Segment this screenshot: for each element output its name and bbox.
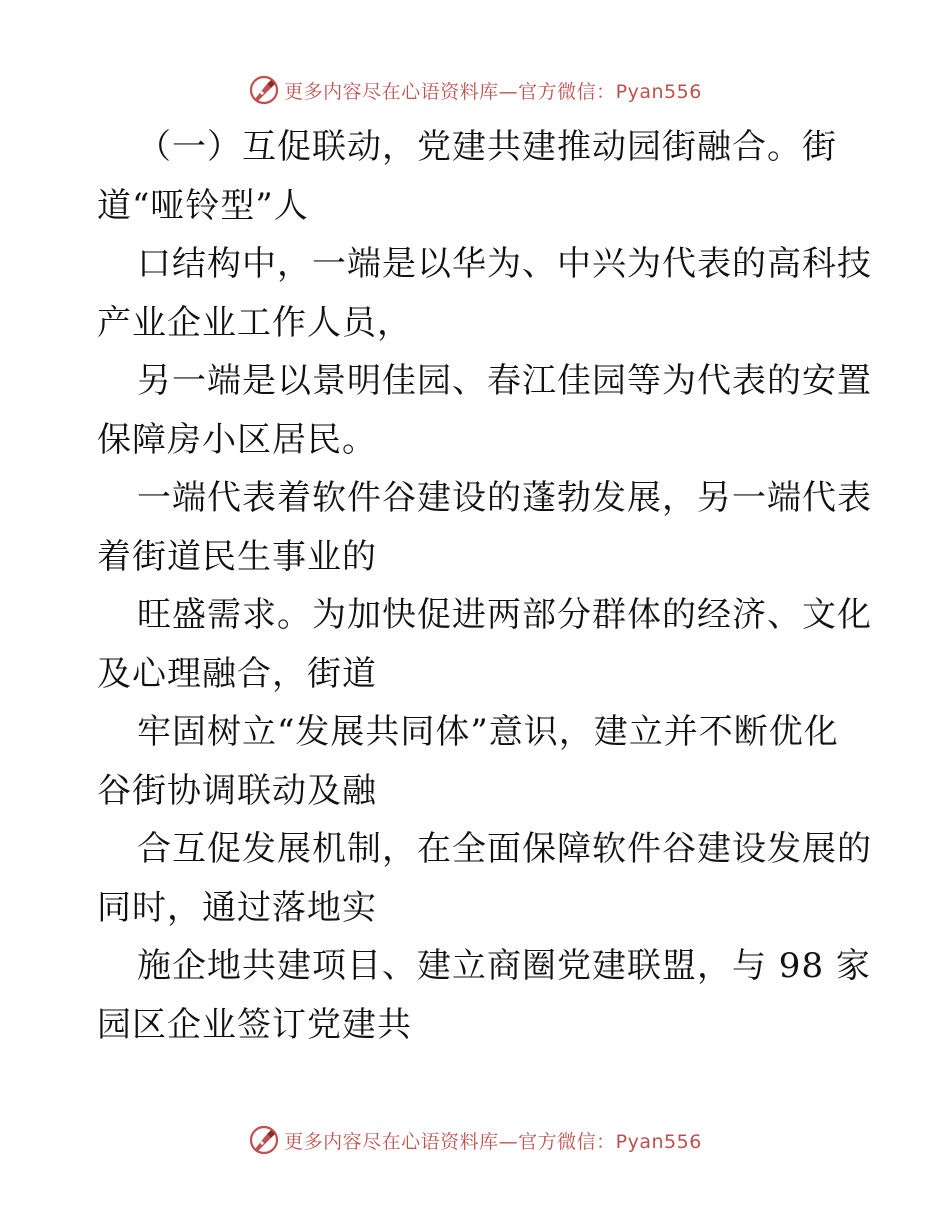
text-line: 园区企业签订党建共 [97, 1004, 412, 1045]
text-line: 口结构中，一端是以华为、中兴为代表的高科技 [137, 244, 872, 284]
text-line: 旺盛需求。为加快促进两部分群体的经济、文化 [137, 595, 872, 635]
text-line: 及心理融合，街道 [97, 653, 377, 694]
text-line: 施企地共建项目、建立商圈党建联盟，与 98 家 [137, 946, 871, 986]
pen-nib-logo-icon [248, 1124, 280, 1156]
document-body [97, 118, 872, 1054]
text-line: 一端代表着软件谷建设的蓬勃发展，另一端代表 [137, 478, 872, 518]
text-line: 道“哑铃型”人 [97, 185, 309, 226]
pen-nib-logo-icon [248, 74, 280, 106]
text-line: 产业企业工作人员， [97, 302, 412, 343]
footer-banner-text: 更多内容尽在心语资料库—官方微信：Pyan556 [284, 1130, 702, 1153]
text-line: 保障房小区居民。 [97, 419, 377, 460]
text-line: （一）互促联动，党建共建推动园街融合。街 [137, 127, 837, 167]
header-banner [0, 70, 950, 110]
footer-banner [0, 1120, 950, 1160]
header-banner-text: 更多内容尽在心语资料库—官方微信：Pyan556 [284, 80, 702, 103]
text-line: 同时，通过落地实 [97, 887, 377, 928]
text-line: 着街道民生事业的 [97, 536, 377, 577]
text-line: 另一端是以景明佳园、春江佳园等为代表的安置 [137, 361, 872, 401]
text-line: 合互促发展机制，在全面保障软件谷建设发展的 [137, 829, 872, 869]
text-line: 谷街协调联动及融 [97, 770, 377, 811]
text-line: 牢固树立“发展共同体”意识，建立并不断优化 [137, 712, 839, 752]
